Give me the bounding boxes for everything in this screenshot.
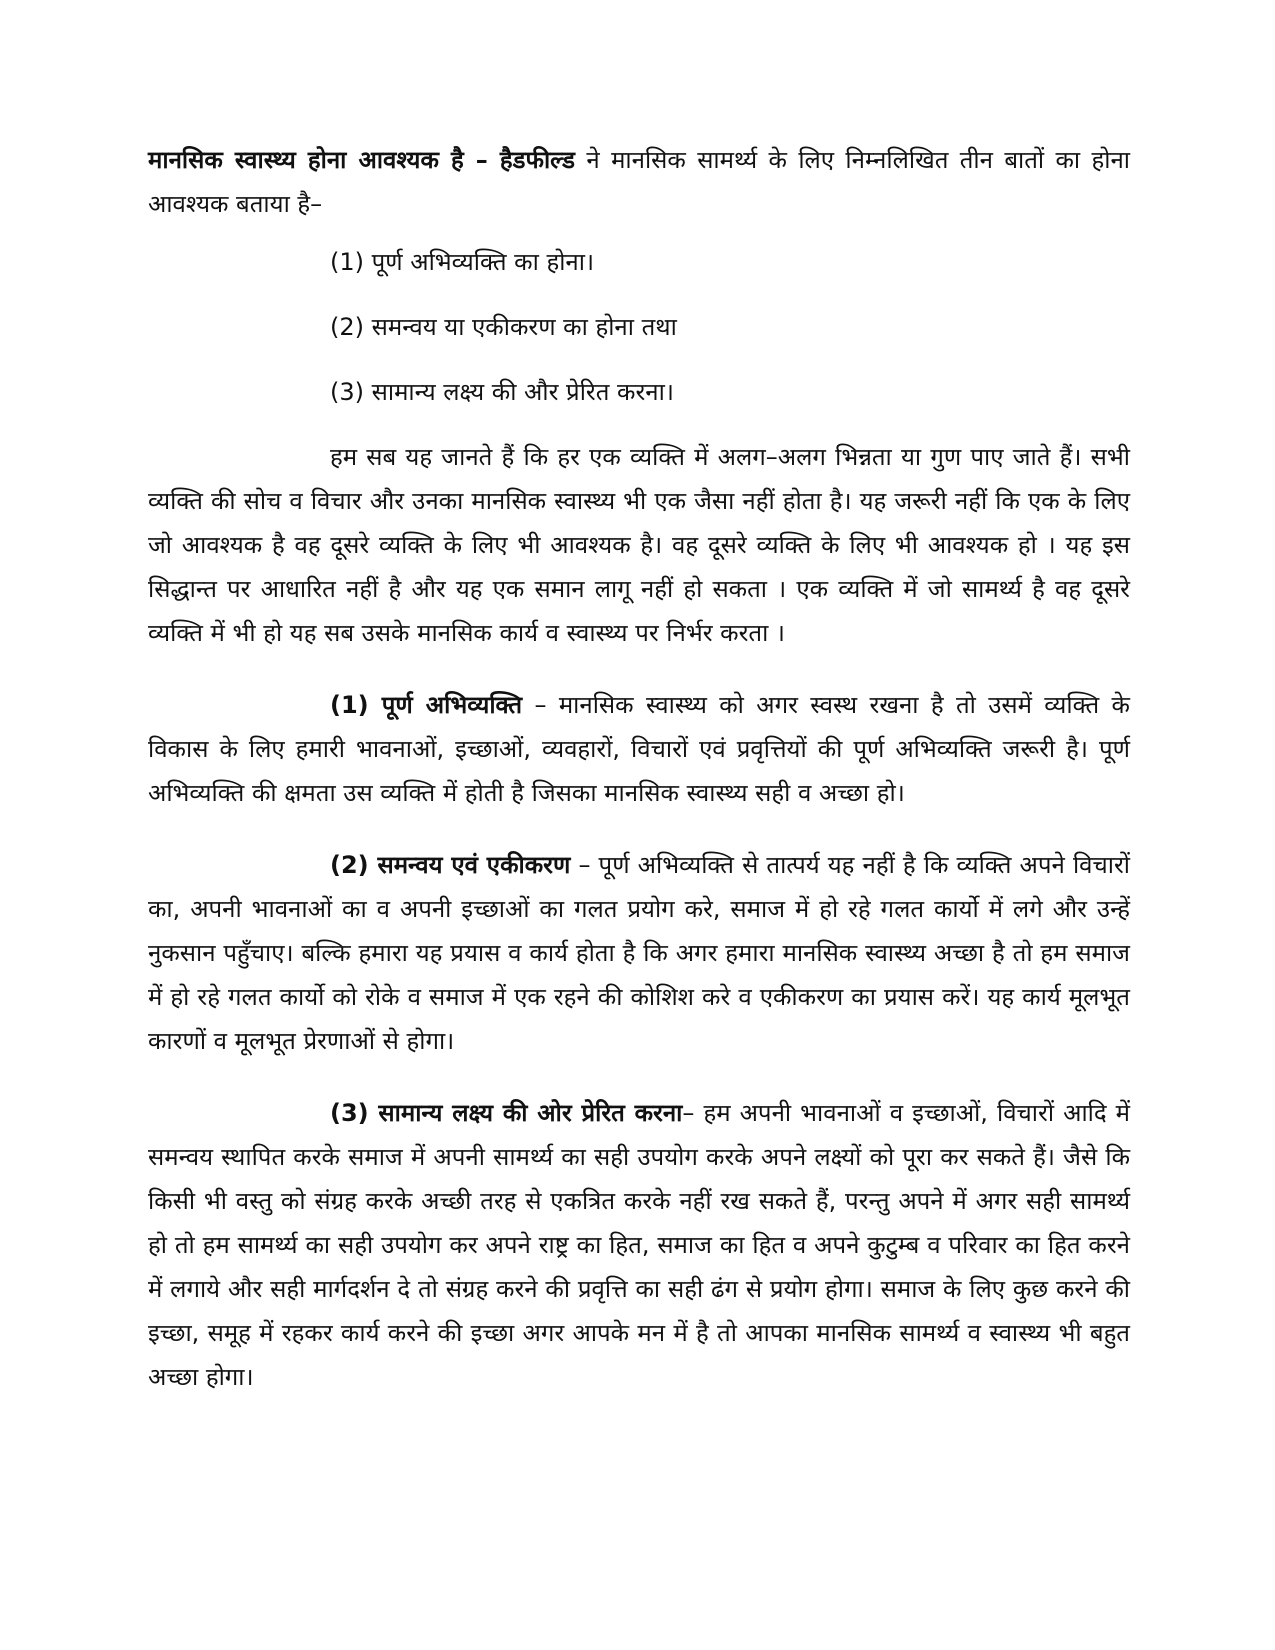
requirements-list: [148, 240, 1130, 414]
list-item: (3) सामान्य लक्ष्य की और प्रेरित करना।: [330, 378, 674, 406]
section-common-goal: [148, 1091, 1130, 1399]
list-item: (2) समन्वय या एकीकरण का होना तथा: [330, 313, 677, 341]
section-heading: (3) सामान्य लक्ष्य की ओर प्रेरित करना: [330, 1099, 683, 1127]
intro-text: ने मानसिक सामर्थ्य के लिए निम्नलिखित तीन बातों का होना आवश्यक बताया है–: [148, 146, 1131, 218]
section-heading: (1) पूर्ण अभिव्यक्ति: [330, 691, 523, 719]
section-text: – पूर्ण अभिव्यक्ति से तात्पर्य यह नहीं है कि व्यक्ति अपने विचारों का, अपनी भावनाओं का व अपनी इच्छाओं का गलत प्रयोग करे, समाज में हो रहे गलत कार्यो में लगे और उन्हें नुकसान पहुँचाए। बल्कि हमारा यह प्रयास व कार्य होता है कि अगर हमारा मानसिक स्वास्थ्य अच्छा है तो हम समाज में हो रहे गलत कार्यो को रोके व समाज में एक रहने की कोशिश करे व एकीकरण का प्रयास करें। यह कार्य मूलभूत कारणों व मूलभूत प्रेरणाओं से होगा।: [148, 851, 1130, 1055]
list-item: (1) पूर्ण अभिव्यक्ति का होना।: [330, 248, 595, 276]
section-text: – हम अपनी भावनाओं व इच्छाओं, विचारों आदि में समन्वय स्थापित करके समाज में अपनी सामर्थ्य का सही उपयोग करके अपने लक्ष्यों को पूरा कर सकते हैं। जैसे कि किसी भी वस्तु को संग्रह करके अच्छी तरह से एकत्रित करके नहीं रख सकते हैं, परन्तु अपने में अगर सही सामर्थ्य हो तो हम सामर्थ्य का सही उपयोग कर अपने राष्ट्र का हित, समाज का हित व अपने कुटुम्ब व परिवार का हित करने में लगाये और सही मार्गदर्शन दे तो संग्रह करने की प्रवृत्ति का सही ढंग से प्रयोग होगा। समाज के लिए कुछ करने की इच्छा, समूह में रहकर कार्य करने की इच्छा अगर आपके मन में है तो आपका मानसिक सामर्थ्य व स्वास्थ्य भी बहुत अच्छा होगा।: [148, 1099, 1130, 1391]
section-text: – मानसिक स्वास्थ्य को अगर स्वस्थ रखना है तो उसमें व्यक्ति के विकास के लिए हमारी भावनाओं, इच्छाओं, व्यवहारों, विचारों एवं प्रवृत्तियों की पूर्ण अभिव्यक्ति जरूरी है। पूर्ण अभिव्यक्ति की क्षमता उस व्यक्ति में होती है जिसका मानसिक स्वास्थ्य सही व अच्छा हो।: [148, 691, 1130, 807]
section-heading: (2) समन्वय एवं एकीकरण: [330, 851, 571, 879]
section-full-expression: [148, 683, 1130, 815]
body-paragraph: हम सब यह जानते हैं कि हर एक व्यक्ति में अलग–अलग भिन्नता या गुण पाए जाते हैं। सभी व्यक्ति की सोच व विचार और उनका मानसिक स्वास्थ्य भी एक जैसा नहीं होता है। यह जरूरी नहीं कि एक के लिए जो आवश्यक है वह दूसरे व्यक्ति के लिए भी आवश्यक है। वह दूसरे व्यक्ति के लिए भी आवश्यक हो । यह इस सिद्धान्त पर आधारित नहीं है और यह एक समान लागू नहीं हो सकता । एक व्यक्ति में जो सामर्थ्य है वह दूसरे व्यक्ति में भी हो यह सब उसके मानसिक कार्य व स्वास्थ्य पर निर्भर करता ।: [148, 443, 1130, 647]
intro-lead: मानसिक स्वास्थ्य होना आवश्यक है – हैडफील्ड: [148, 146, 576, 174]
intro-paragraph: [148, 138, 1130, 226]
section-coordination: [148, 843, 1130, 1063]
document-page: [148, 138, 1130, 1399]
